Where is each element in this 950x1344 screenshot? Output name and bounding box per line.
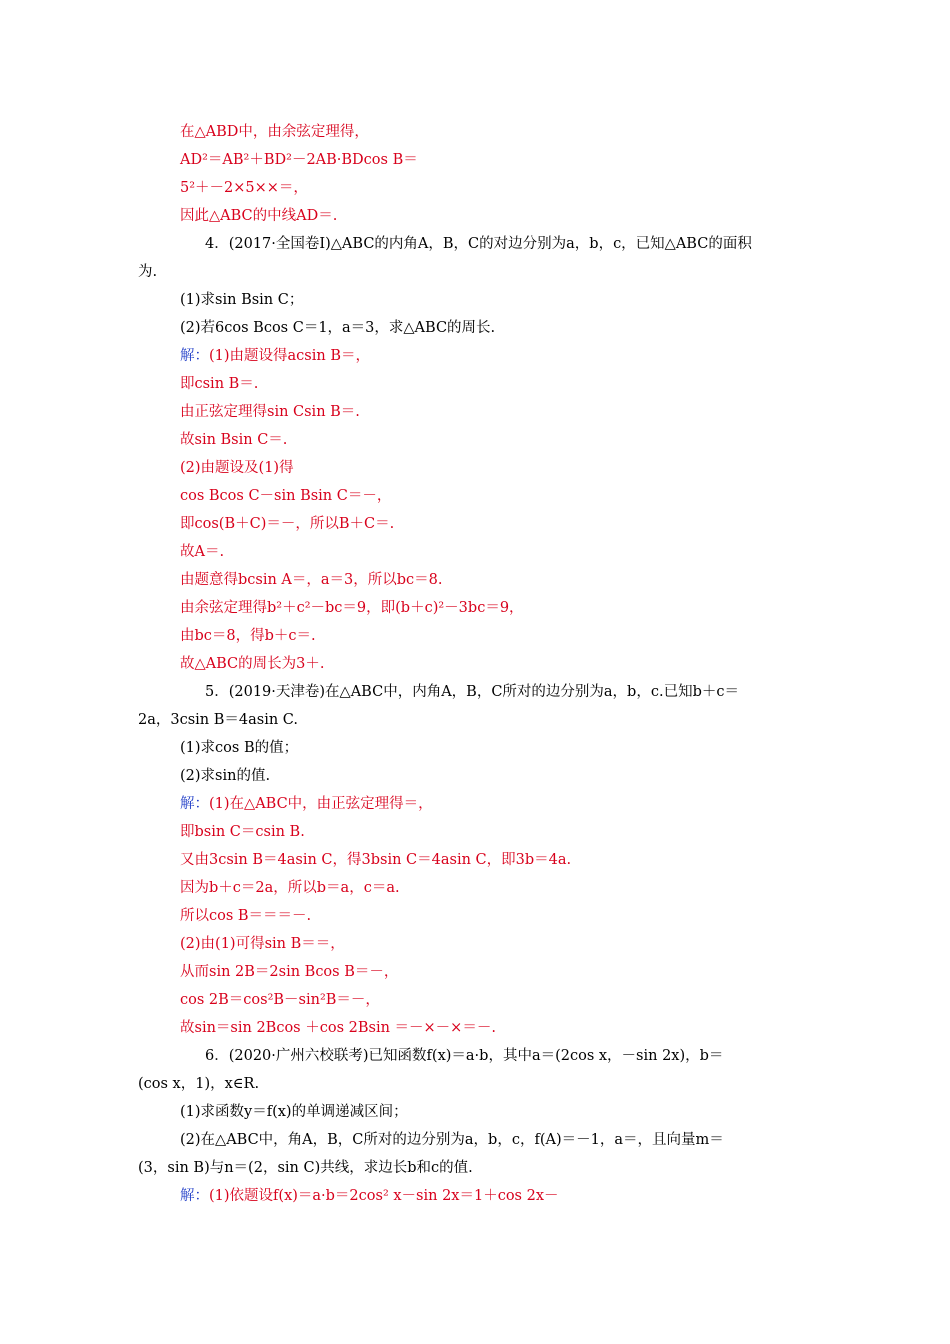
solution-line (180, 1186, 559, 1206)
problem-continuation-line (138, 710, 298, 730)
solution-label: 解： (180, 348, 209, 364)
solution-line (180, 122, 369, 142)
problem-statement-line (205, 234, 752, 254)
line-text: 即csin B＝. (180, 376, 259, 392)
line-text: 从而sin 2B＝2sin Bcos B＝－， (180, 964, 399, 980)
line-text: 故sin＝sin 2Bcos ＋cos 2Bsin ＝－×－×＝－. (180, 1020, 496, 1036)
line-text: (2)由题设及(1)得 (180, 460, 294, 476)
problem-continuation-line (138, 1074, 259, 1094)
solution-line (180, 934, 345, 954)
solution-line (180, 1018, 496, 1038)
solution-label: 解： (180, 1188, 209, 1204)
line-text: 即bsin C＝csin B. (180, 824, 305, 840)
line-text: 所以cos B＝＝＝－. (180, 908, 312, 924)
sub-question-line (180, 1130, 724, 1150)
solution-label: 解： (180, 796, 209, 812)
solution-line (180, 878, 400, 898)
line-text: 5．(2019·天津卷)在△ABC中，内角A，B，C所对的边分别为a，b，c.已知b＋c＝ (205, 684, 739, 700)
line-text: 2a，3csin B＝4asin C. (138, 712, 298, 728)
line-text: (1)求sin Bsin C； (180, 292, 304, 308)
line-text: 因此△ABC的中线AD＝. (180, 208, 338, 224)
solution-line (180, 654, 324, 674)
line-text: 6．(2020·广州六校联考)已知函数f(x)＝a·b，其中a＝(2cos x，－sin 2x)，b＝ (205, 1048, 724, 1064)
line-text: AD²＝AB²＋BD²－2AB·BDcos B＝ (180, 152, 418, 168)
line-text: 4．(2017·全国卷Ⅰ)△ABC的内角A，B，C的对边分别为a，b，c，已知△ABC的面积 (205, 236, 752, 252)
solution-line (180, 206, 337, 226)
line-text: 因为b＋c＝2a，所以b＝a，c＝a. (180, 880, 400, 896)
line-text: 由题意得bcsin A＝，a＝3，所以bc＝8. (180, 572, 443, 588)
line-text: 即cos(B＋C)＝－，所以B＋C＝. (180, 516, 395, 532)
solution-line (180, 150, 418, 170)
line-text: (1)求函数y＝f(x)的单调递减区间； (180, 1104, 408, 1120)
line-text: (1)由题设得acsin B＝， (209, 348, 370, 364)
solution-line (180, 794, 433, 814)
line-text: cos Bcos C－sin Bsin C＝－， (180, 488, 392, 504)
problem-continuation-line (138, 1158, 473, 1178)
line-text: (2)求sin的值. (180, 768, 271, 784)
sub-question-line (180, 318, 495, 338)
line-text: 由bc＝8，得b＋c＝. (180, 628, 316, 644)
solution-line (180, 822, 305, 842)
solution-line (180, 402, 360, 422)
solution-line (180, 990, 380, 1010)
line-text: 在△ABD中，由余弦定理得， (180, 124, 369, 140)
problem-continuation-line (138, 262, 157, 282)
solution-line (180, 850, 571, 870)
line-text: (2)若6cos Bcos C＝1，a＝3，求△ABC的周长. (180, 320, 496, 336)
solution-line (180, 486, 391, 506)
solution-line (180, 906, 311, 926)
line-text: (cos x，1)，x∈R. (138, 1076, 260, 1092)
solution-line (180, 542, 224, 562)
line-text: cos 2B＝cos²B－sin²B＝－， (180, 992, 380, 1008)
line-text: 由正弦定理得sin Csin B＝. (180, 404, 360, 420)
line-text: (3，sin B)与n＝(2，sin C)共线，求边长b和c的值. (138, 1160, 473, 1176)
sub-question-line (180, 1102, 408, 1122)
sub-question-line (180, 766, 270, 786)
line-text: 由余弦定理得b²＋c²－bc＝9，即(b＋c)²－3bc＝9， (180, 600, 524, 616)
solution-line (180, 178, 308, 198)
line-text: 为. (138, 264, 158, 280)
line-text: (2)由(1)可得sin B＝＝， (180, 936, 345, 952)
line-text: 又由3csin B＝4asin C，得3bsin C＝4asin C，即3b＝4a. (180, 852, 572, 868)
line-text: (2)在△ABC中，角A，B，C所对的边分别为a，b，c，f(A)＝－1，a＝，且向量m＝ (180, 1132, 724, 1148)
solution-line (180, 430, 287, 450)
solution-line (180, 962, 398, 982)
solution-line (180, 374, 258, 394)
line-text: (1)求cos B的值； (180, 740, 299, 756)
solution-line (180, 626, 316, 646)
solution-line (180, 458, 294, 478)
solution-line (180, 346, 370, 366)
sub-question-line (180, 290, 303, 310)
line-text: 故△ABC的周长为3＋. (180, 656, 325, 672)
solution-line (180, 570, 443, 590)
line-text: 故sin Bsin C＝. (180, 432, 288, 448)
line-text: 故A＝. (180, 544, 225, 560)
sub-question-line (180, 738, 298, 758)
line-text: 5²＋－2×5××＝， (180, 180, 308, 196)
problem-statement-line (205, 682, 739, 702)
line-text: (1)依题设f(x)＝a·b＝2cos² x－sin 2x＝1＋cos 2x－ (209, 1188, 559, 1204)
solution-line (180, 598, 524, 618)
problem-statement-line (205, 1046, 723, 1066)
solution-line (180, 514, 394, 534)
line-text: (1)在△ABC中，由正弦定理得＝， (209, 796, 433, 812)
